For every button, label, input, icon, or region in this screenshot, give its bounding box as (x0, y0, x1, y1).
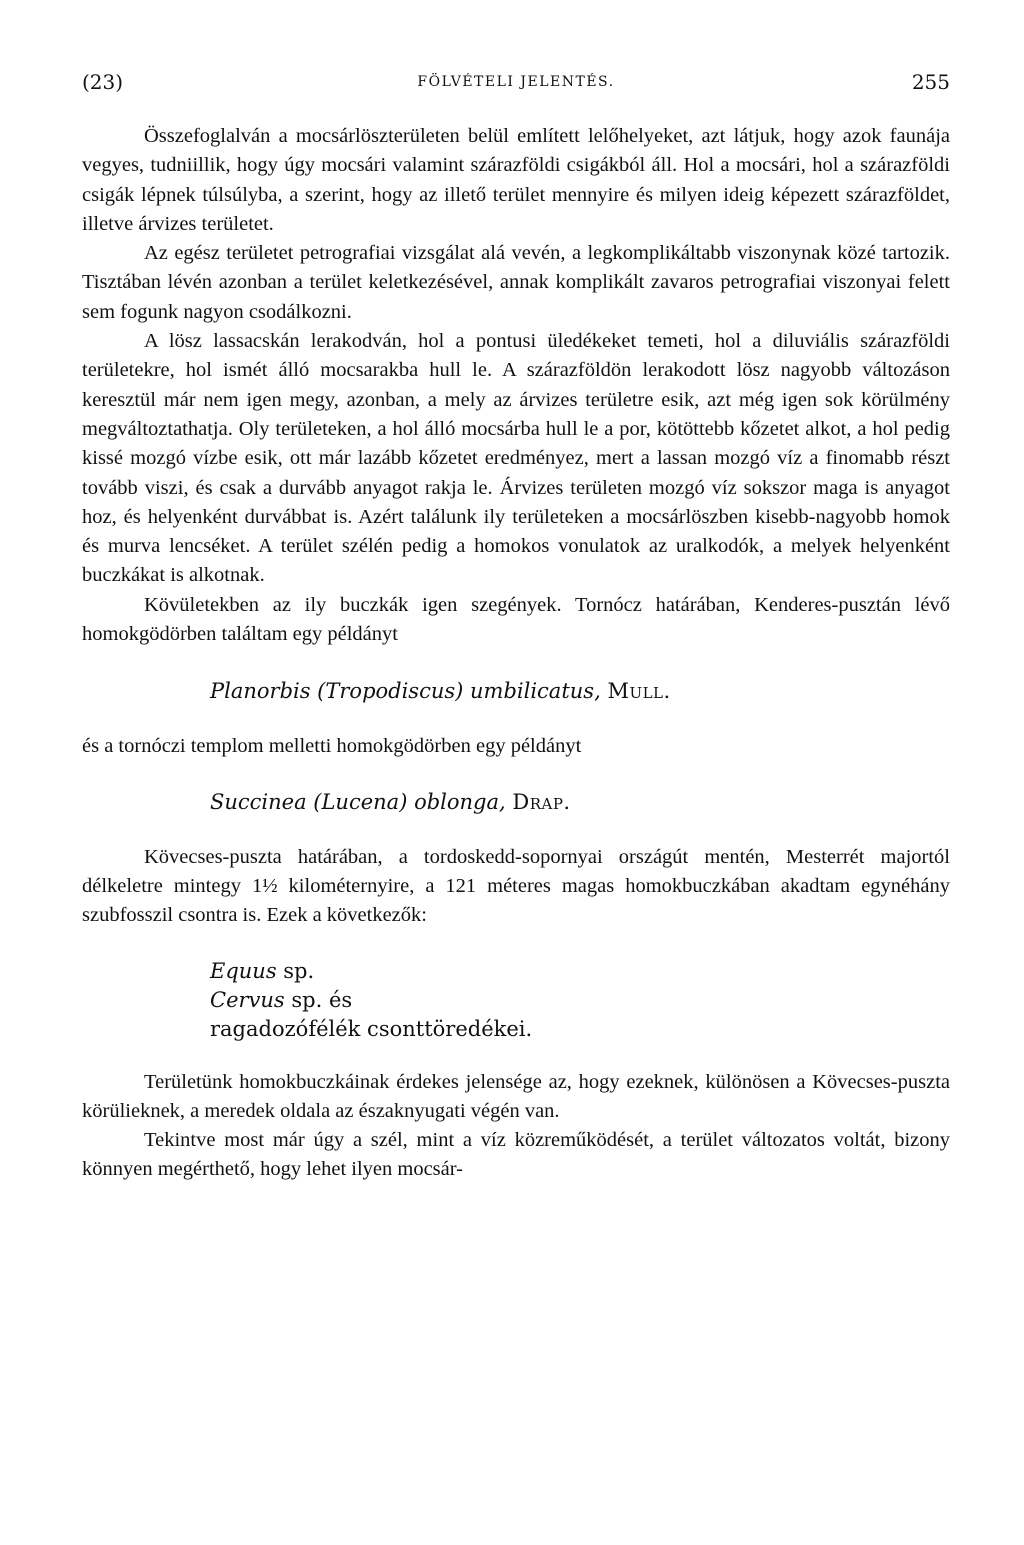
species-name: Succinea (Lucena) oblonga, (210, 789, 506, 814)
species-author: Drap. (512, 789, 571, 814)
paragraph-2: Az egész területet petrografiai vizsgálat alá vevén, a legkomplikáltabb viszonynak közé tartozik. Tisztában lévén azonban a terület keletkezésével, annak komplikált zavaros petrografiai viszonyai felett sem fogunk nagyon csodálkozni. (82, 242, 950, 323)
paragraph-8: Tekintve most már úgy a szél, mint a víz közreműködését, a terület változatos voltát, bizony könnyen megérthető, hogy lehet ilyen mocsár- (82, 1129, 950, 1181)
taxon-suffix: sp. (276, 958, 315, 983)
paragraph-5: és a tornóczi templom melletti homokgödörben egy példányt (82, 735, 582, 758)
running-title: FÖLVÉTELI JELENTÉS. (417, 74, 615, 90)
list-item (210, 957, 950, 986)
species-name: Planorbis (Tropodiscus) umbilicatus, (210, 679, 601, 704)
taxon-name: Cervus (210, 987, 285, 1012)
page-header (82, 70, 950, 104)
species-planorbis (210, 677, 950, 706)
list-item (210, 1015, 950, 1044)
fossil-list (210, 957, 950, 1044)
species-succinea (210, 788, 950, 817)
taxon-suffix: sp. és (284, 987, 353, 1012)
paragraph-3: A lösz lassacskán lerakodván, hol a pontusi üledékeket temeti, hol a diluviális szárazföldi területekre, hol ismét álló mocsarakba hull le. A szárazföldön lerakodott lösz nagyobb változáson keresztül már nem igen megy, azonban, a mely az árvizes területre esik, azt még igen sok körülmény megváltoztathatja. Oly területeken, a hol álló mocsárba hull le a por, kötöttebb kőzetet alkot, a hol pedig kissé mozgó vízbe esik, ott már lazább kőzetet eredményez, mert a lassan mozgó víz a finomabb részt tovább viszi, és csak a durvább anyagot rakja le. Árvizes területen mozgó víz sokszor maga is anyagot hoz, és helyenként durvábbat is. Azért találunk ily területeken a mocsárlöszben kisebb-nagyobb homok és murva lencséket. A terület szélén pedig a homokos vonulatok az uralkodók, a melyek helyenként buczkákat is alkotnak. (82, 330, 950, 587)
body-text (82, 122, 950, 1185)
paragraph-6: Kövecses-puszta határában, a tordoskedd-sopornyai országút mentén, Mesterrét majortól délkeletre mintegy 1½ kilométernyire, a 121 méteres magas homokbuczkában akadtam egynéhány szubfosszil csontra is. Ezek a következők: (82, 845, 950, 927)
species-author: Mull. (607, 679, 671, 704)
paragraph-1: Összefoglalván a mocsárlöszterületen belül említett lelőhelyeket, azt látjuk, hogy azok faunája vegyes, tudniillik, hogy úgy mocsári valamint szárazföldi csigákból áll. Hol a mocsári, hol a szárazföldi csigák lépnek túlsúlyba, a szerint, hogy az illető terület mennyire és milyen ideig képezett szárazföldet, illetve árvizes területet. (82, 125, 950, 235)
paragraph-7: Területünk homokbuczkáinak érdekes jelensége az, hogy ezeknek, különösen a Kövecses-puszta körülieknek, a meredek oldala az északnyugati végén van. (82, 1070, 950, 1122)
list-item (210, 986, 950, 1015)
taxon-name: Equus (210, 958, 277, 983)
section-number: (23) (82, 70, 124, 94)
paragraph-4: Kövületekben az ily buczkák igen szegények. Tornócz határában, Kenderes-pusztán lévő homokgödörben találtam egy példányt (82, 593, 950, 646)
taxon-suffix: ragadozófélék csonttöredékei. (210, 1016, 533, 1041)
page-number: 255 (911, 70, 950, 94)
